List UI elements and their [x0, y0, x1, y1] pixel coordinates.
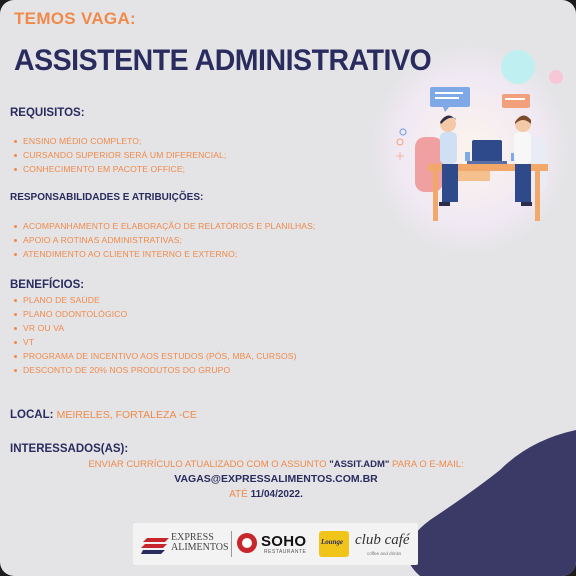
logo-divider — [231, 531, 232, 557]
location-label: LOCAL: — [10, 409, 54, 421]
soho-logo-subtext: RESTAURANTE — [264, 549, 307, 555]
list-item: ACOMPANHAMENTO E ELABORAÇÃO DE RELATÓRIOS E PLANILHAS; — [14, 221, 315, 231]
list-item: ENSINO MÉDIO COMPLETO; — [14, 136, 142, 146]
subject-code: "ASSIT.ADM" — [329, 459, 390, 470]
speech-bubble-icon — [502, 94, 530, 108]
location-value: MEIRELES, FORTALEZA -CE — [56, 409, 197, 421]
interested-heading: INTERESSADOS(AS): — [10, 443, 129, 455]
list-item: PLANO ODONTOLÓGICO — [14, 309, 127, 319]
email-address: VAGAS@EXPRESSALIMENTOS.COM.BR — [174, 473, 378, 485]
job-title: ASSISTENTE ADMINISTRATIVO — [14, 44, 432, 77]
list-item: ATENDIMENTO AO CLIENTE INTERNO E EXTERNO; — [14, 249, 237, 259]
benefits-heading: BENEFÍCIOS: — [10, 279, 85, 291]
list-item: PLANO DE SAÚDE — [14, 295, 100, 305]
brand-logos-strip — [133, 523, 418, 565]
list-item: CURSANDO SUPERIOR SERÁ UM DIFERENCIAL; — [14, 150, 226, 160]
list-item: PROGRAMA DE INCENTIVO AOS ESTUDOS (PÓS, MBA, CURSOS) — [14, 351, 297, 361]
soho-emblem-icon — [237, 533, 257, 553]
lounge-logo: Lounge — [319, 531, 349, 557]
list-item: CONHECIMENTO EM PACOTE OFFICE; — [14, 164, 185, 174]
list-item: APOIO A ROTINAS ADMINISTRATIVAS; — [14, 235, 182, 245]
office-illustration — [395, 82, 555, 227]
instructions-line: ENVIAR CURRÍCULO ATUALIZADO COM O ASSUNTO "ASSIT.ADM" PARA O E-MAIL: — [88, 459, 464, 470]
list-item: DESCONTO DE 20% NOS PRODUTOS DO GRUPO — [14, 365, 230, 375]
vacancy-tag: TEMOS VAGA: — [14, 9, 136, 28]
express-logo-text: EXPRESS ALIMENTOS — [171, 532, 229, 553]
location-line — [10, 409, 197, 421]
list-item: VT — [14, 337, 34, 347]
club-cafe-logo: club café — [355, 532, 410, 548]
requirements-heading: REQUISITOS: — [10, 107, 85, 119]
club-cafe-subtext: coffee and drinks — [367, 551, 402, 556]
responsibilities-heading: RESPONSABILIDADES E ATRIBUIÇÕES: — [10, 192, 204, 203]
list-item: VR OU VA — [14, 323, 64, 333]
deadline-line: ATÉ 11/04/2022. — [229, 489, 303, 500]
soho-logo-text: SOHO — [261, 533, 307, 550]
svg-text:+: + — [395, 149, 406, 163]
express-logo-icon — [141, 536, 169, 554]
deadline-date: 11/04/2022. — [250, 489, 303, 500]
